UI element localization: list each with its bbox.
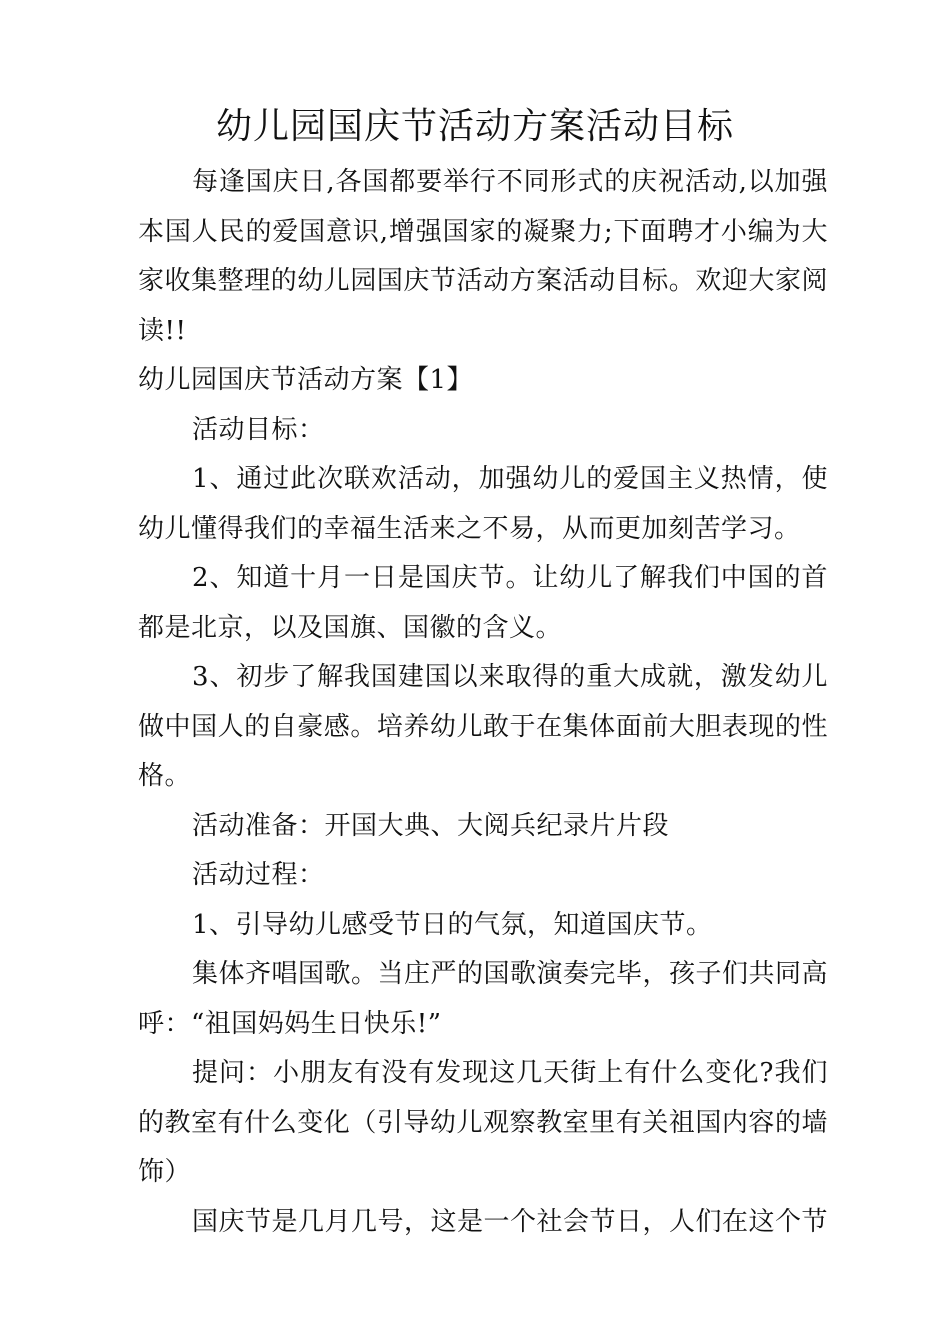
goal-item-2: 2、知道十月一日是国庆节。让幼儿了解我们中国的首都是北京，以及国旗、国徽的含义。 <box>138 563 828 643</box>
holiday-paragraph: 国庆节是几月几号，这是一个社会节日，人们在这个节 <box>192 1206 829 1237</box>
process-step-1: 1、引导幼儿感受节日的气氛，知道国庆节。 <box>192 909 713 940</box>
goal-item-3: 3、初步了解我国建国以来取得的重大成就，激发幼儿做中国人的自豪感。培养幼儿敢于在集体面前大胆表现的性格。 <box>138 662 828 791</box>
document-body <box>138 158 828 1247</box>
question-paragraph: 提问：小朋友有没有发现这几天街上有什么变化?我们的教室有什么变化（引导幼儿观察教室里有关祖国内容的墙饰） <box>138 1058 828 1187</box>
intro-paragraph: 每逢国庆日,各国都要举行不同形式的庆祝活动,以加强本国人民的爱国意识,增强国家的凝聚力;下面聘才小编为大家收集整理的幼儿园国庆节活动方案活动目标。欢迎大家阅读!! <box>138 167 828 346</box>
document-title: 幼儿园国庆节活动方案活动目标 <box>215 106 734 147</box>
process-heading: 活动过程： <box>192 860 325 890</box>
preparation-paragraph: 活动准备：开国大典、大阅兵纪录片片段 <box>192 810 670 841</box>
section-heading: 幼儿园国庆节活动方案【1】 <box>138 365 474 395</box>
goal-item-1: 1、通过此次联欢活动，加强幼儿的爱国主义热情，使幼儿懂得我们的幸福生活来之不易，从而更加刻苦学习。 <box>138 464 828 544</box>
goals-heading: 活动目标： <box>192 414 325 445</box>
anthem-paragraph: 集体齐唱国歌。当庄严的国歌演奏完毕，孩子们共同高呼：“祖国妈妈生日快乐!” <box>138 959 829 1039</box>
